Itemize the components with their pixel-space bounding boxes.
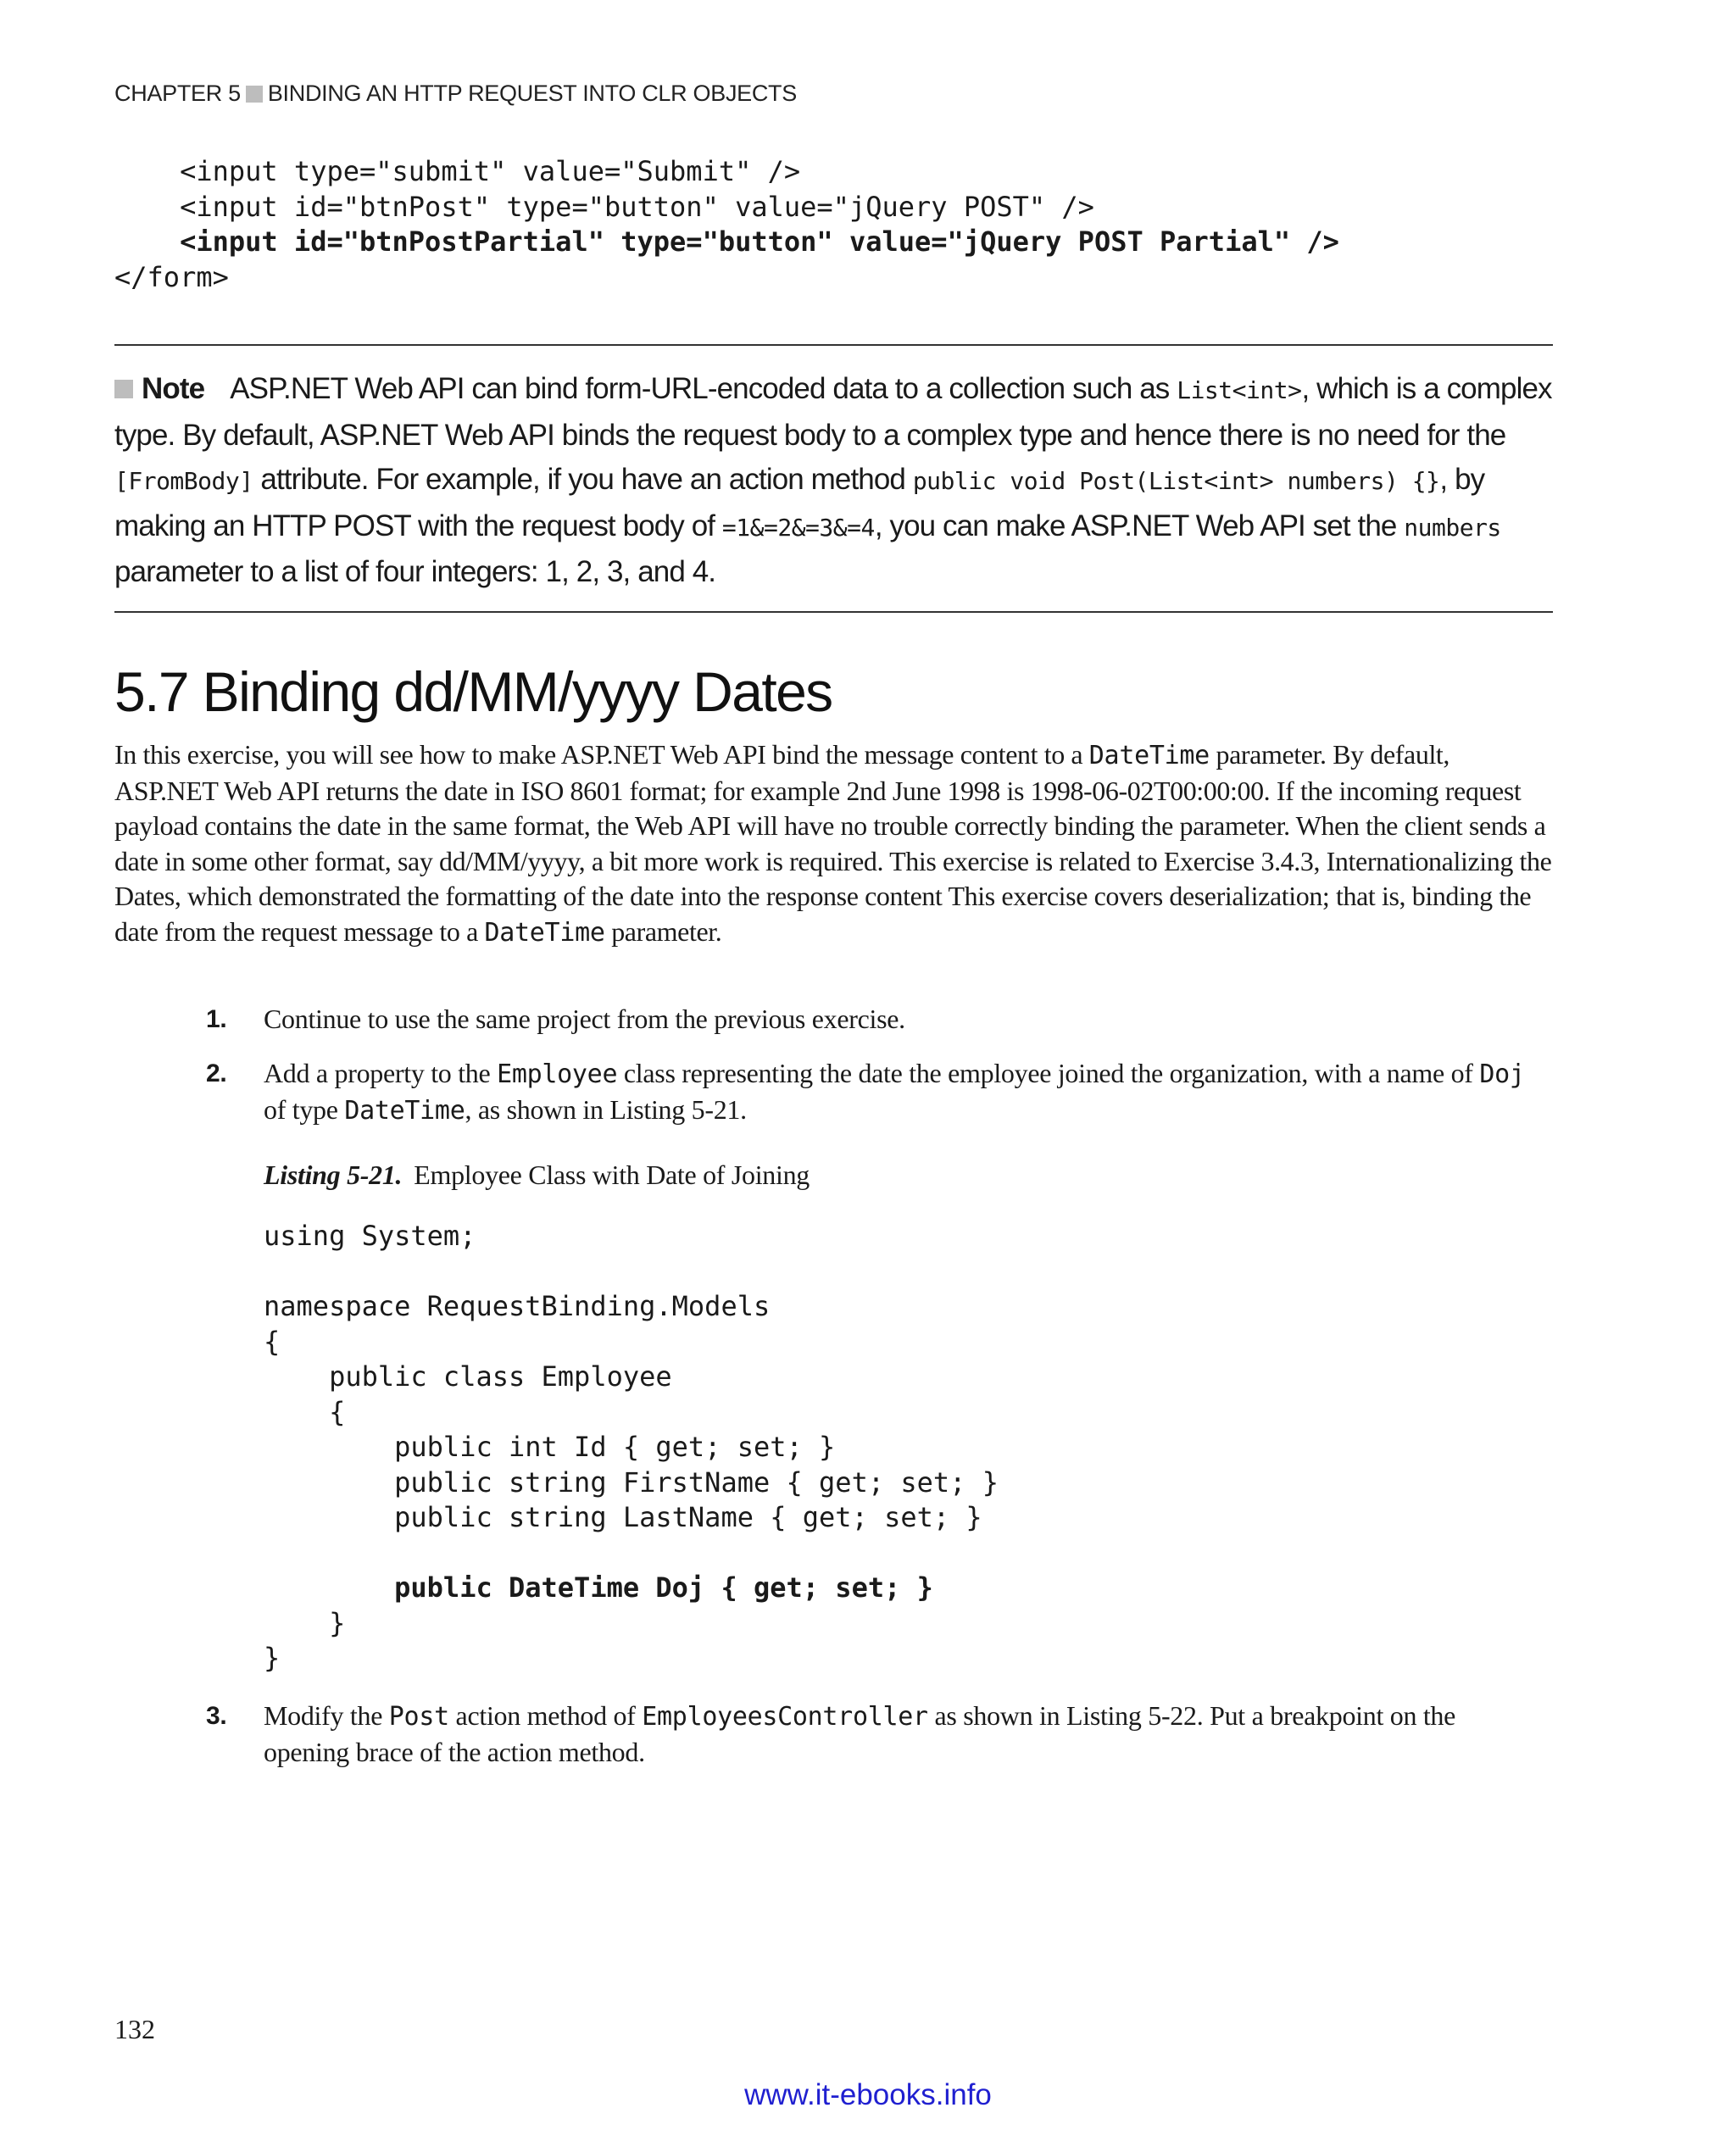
inline-code: [FromBody] bbox=[114, 467, 253, 495]
note-top-rule bbox=[114, 344, 1553, 346]
square-bullet-icon bbox=[246, 86, 263, 103]
inline-code: Post bbox=[388, 1702, 449, 1732]
code-block-form bbox=[114, 154, 1339, 295]
page-number: 132 bbox=[114, 2014, 155, 2044]
code-line: <input id="btnPost" type="button" value="jQuery POST" /> bbox=[114, 190, 1094, 223]
listing-label: Listing 5-21. bbox=[264, 1159, 403, 1190]
paragraph-text: parameter. bbox=[604, 915, 722, 947]
inline-code: Employee bbox=[497, 1059, 618, 1089]
chapter-label: CHAPTER 5 bbox=[114, 81, 241, 106]
footer-link[interactable]: www.it-ebooks.info bbox=[744, 2078, 992, 2111]
step-text-part: Add a property to the bbox=[264, 1058, 498, 1088]
step-text: Continue to use the same project from the previous exercise. bbox=[264, 1004, 905, 1034]
code-lines: } } bbox=[264, 1606, 346, 1674]
step-text-part: action method of bbox=[448, 1700, 643, 1731]
note-text: , which is a complex type. By default, ASP.NET Web API binds the request body to a complex type and hence there is no need for the bbox=[114, 372, 1552, 452]
inline-code: numbers bbox=[1404, 513, 1501, 542]
inline-code: List<int> bbox=[1177, 376, 1302, 404]
note-text: , by making an HTTP POST with the request body of bbox=[114, 463, 1485, 542]
note-bottom-rule bbox=[114, 611, 1553, 613]
square-bullet-icon bbox=[114, 380, 133, 398]
inline-code: DateTime bbox=[484, 917, 605, 948]
note-box bbox=[114, 367, 1572, 595]
inline-code: =1&=2&=3&=4 bbox=[721, 513, 875, 542]
code-line: <input type="submit" value="Submit" /> bbox=[114, 155, 801, 187]
paragraph-text: In this exercise, you will see how to make ASP.NET Web API bind the message content to a bbox=[114, 739, 1089, 770]
code-line: </form> bbox=[114, 260, 229, 293]
step-text bbox=[264, 1056, 1535, 1128]
step-text-part: of type bbox=[264, 1093, 345, 1125]
inline-code: Doj bbox=[1479, 1059, 1525, 1089]
step-number: 3. bbox=[206, 1702, 227, 1730]
step-text bbox=[264, 1699, 1535, 1770]
step-text-part: class representing the date the employee joined the organization, with a name of bbox=[617, 1058, 1480, 1088]
intro-paragraph bbox=[114, 737, 1555, 951]
section-heading: 5.7 Binding dd/MM/yyyy Dates bbox=[114, 660, 832, 723]
step-text-part: , as shown in Listing 5-21. bbox=[465, 1093, 747, 1125]
running-head bbox=[114, 81, 797, 107]
inline-code: public void Post(List<int> numbers) {} bbox=[912, 467, 1440, 495]
step-text-part: Modify the bbox=[264, 1700, 389, 1731]
note-text: parameter to a list of four integers: 1, 2, 3, and 4. bbox=[114, 555, 716, 588]
listing-title: Employee Class with Date of Joining bbox=[414, 1159, 810, 1190]
listing-caption bbox=[264, 1159, 810, 1191]
step-number: 2. bbox=[206, 1059, 227, 1087]
note-text: ASP.NET Web API can bind form-URL-encoded data to a collection such as bbox=[230, 372, 1177, 405]
code-line-highlighted: <input id="btnPostPartial" type="button" value="jQuery POST Partial" /> bbox=[114, 225, 1339, 258]
code-listing-5-21 bbox=[264, 1219, 999, 1677]
paragraph-text: parameter. By default, ASP.NET Web API returns the date in ISO 8601 format; for example 2nd June 1998 is 1998-06-02T00:00:00. If the incoming request payload contains the date in the same format, the Web API will have no trouble correctly binding the parameter. When the client sends a date in some other format, say dd/MM/yyyy, a bit more work is required. This exercise is related to Exercise 3.4.3, Internationalizing the Dates, which demonstrated the formatting of the date into the response content This exercise covers deserialization; that is, binding the date from the request message to a bbox=[114, 739, 1552, 947]
note-text: , you can make ASP.NET Web API set the bbox=[874, 509, 1405, 542]
chapter-title: BINDING AN HTTP REQUEST INTO CLR OBJECTS bbox=[267, 81, 797, 106]
inline-code: DateTime bbox=[344, 1095, 465, 1126]
note-label: Note bbox=[142, 372, 205, 405]
inline-code: EmployeesController bbox=[642, 1702, 928, 1732]
note-text: attribute. For example, if you have an action method bbox=[253, 463, 913, 496]
code-line-highlighted: public DateTime Doj { get; set; } bbox=[264, 1571, 933, 1604]
inline-code: DateTime bbox=[1088, 741, 1210, 770]
code-lines: using System; namespace RequestBinding.Models { public class Employee { public int Id { get; set; } public string FirstName { get; set; } public string LastName { get; set; } bbox=[264, 1220, 999, 1533]
step-text-part: as shown in Listing 5-22. Put a breakpoint on the opening brace of the action method. bbox=[264, 1700, 1456, 1767]
step-number: 1. bbox=[206, 1005, 227, 1033]
